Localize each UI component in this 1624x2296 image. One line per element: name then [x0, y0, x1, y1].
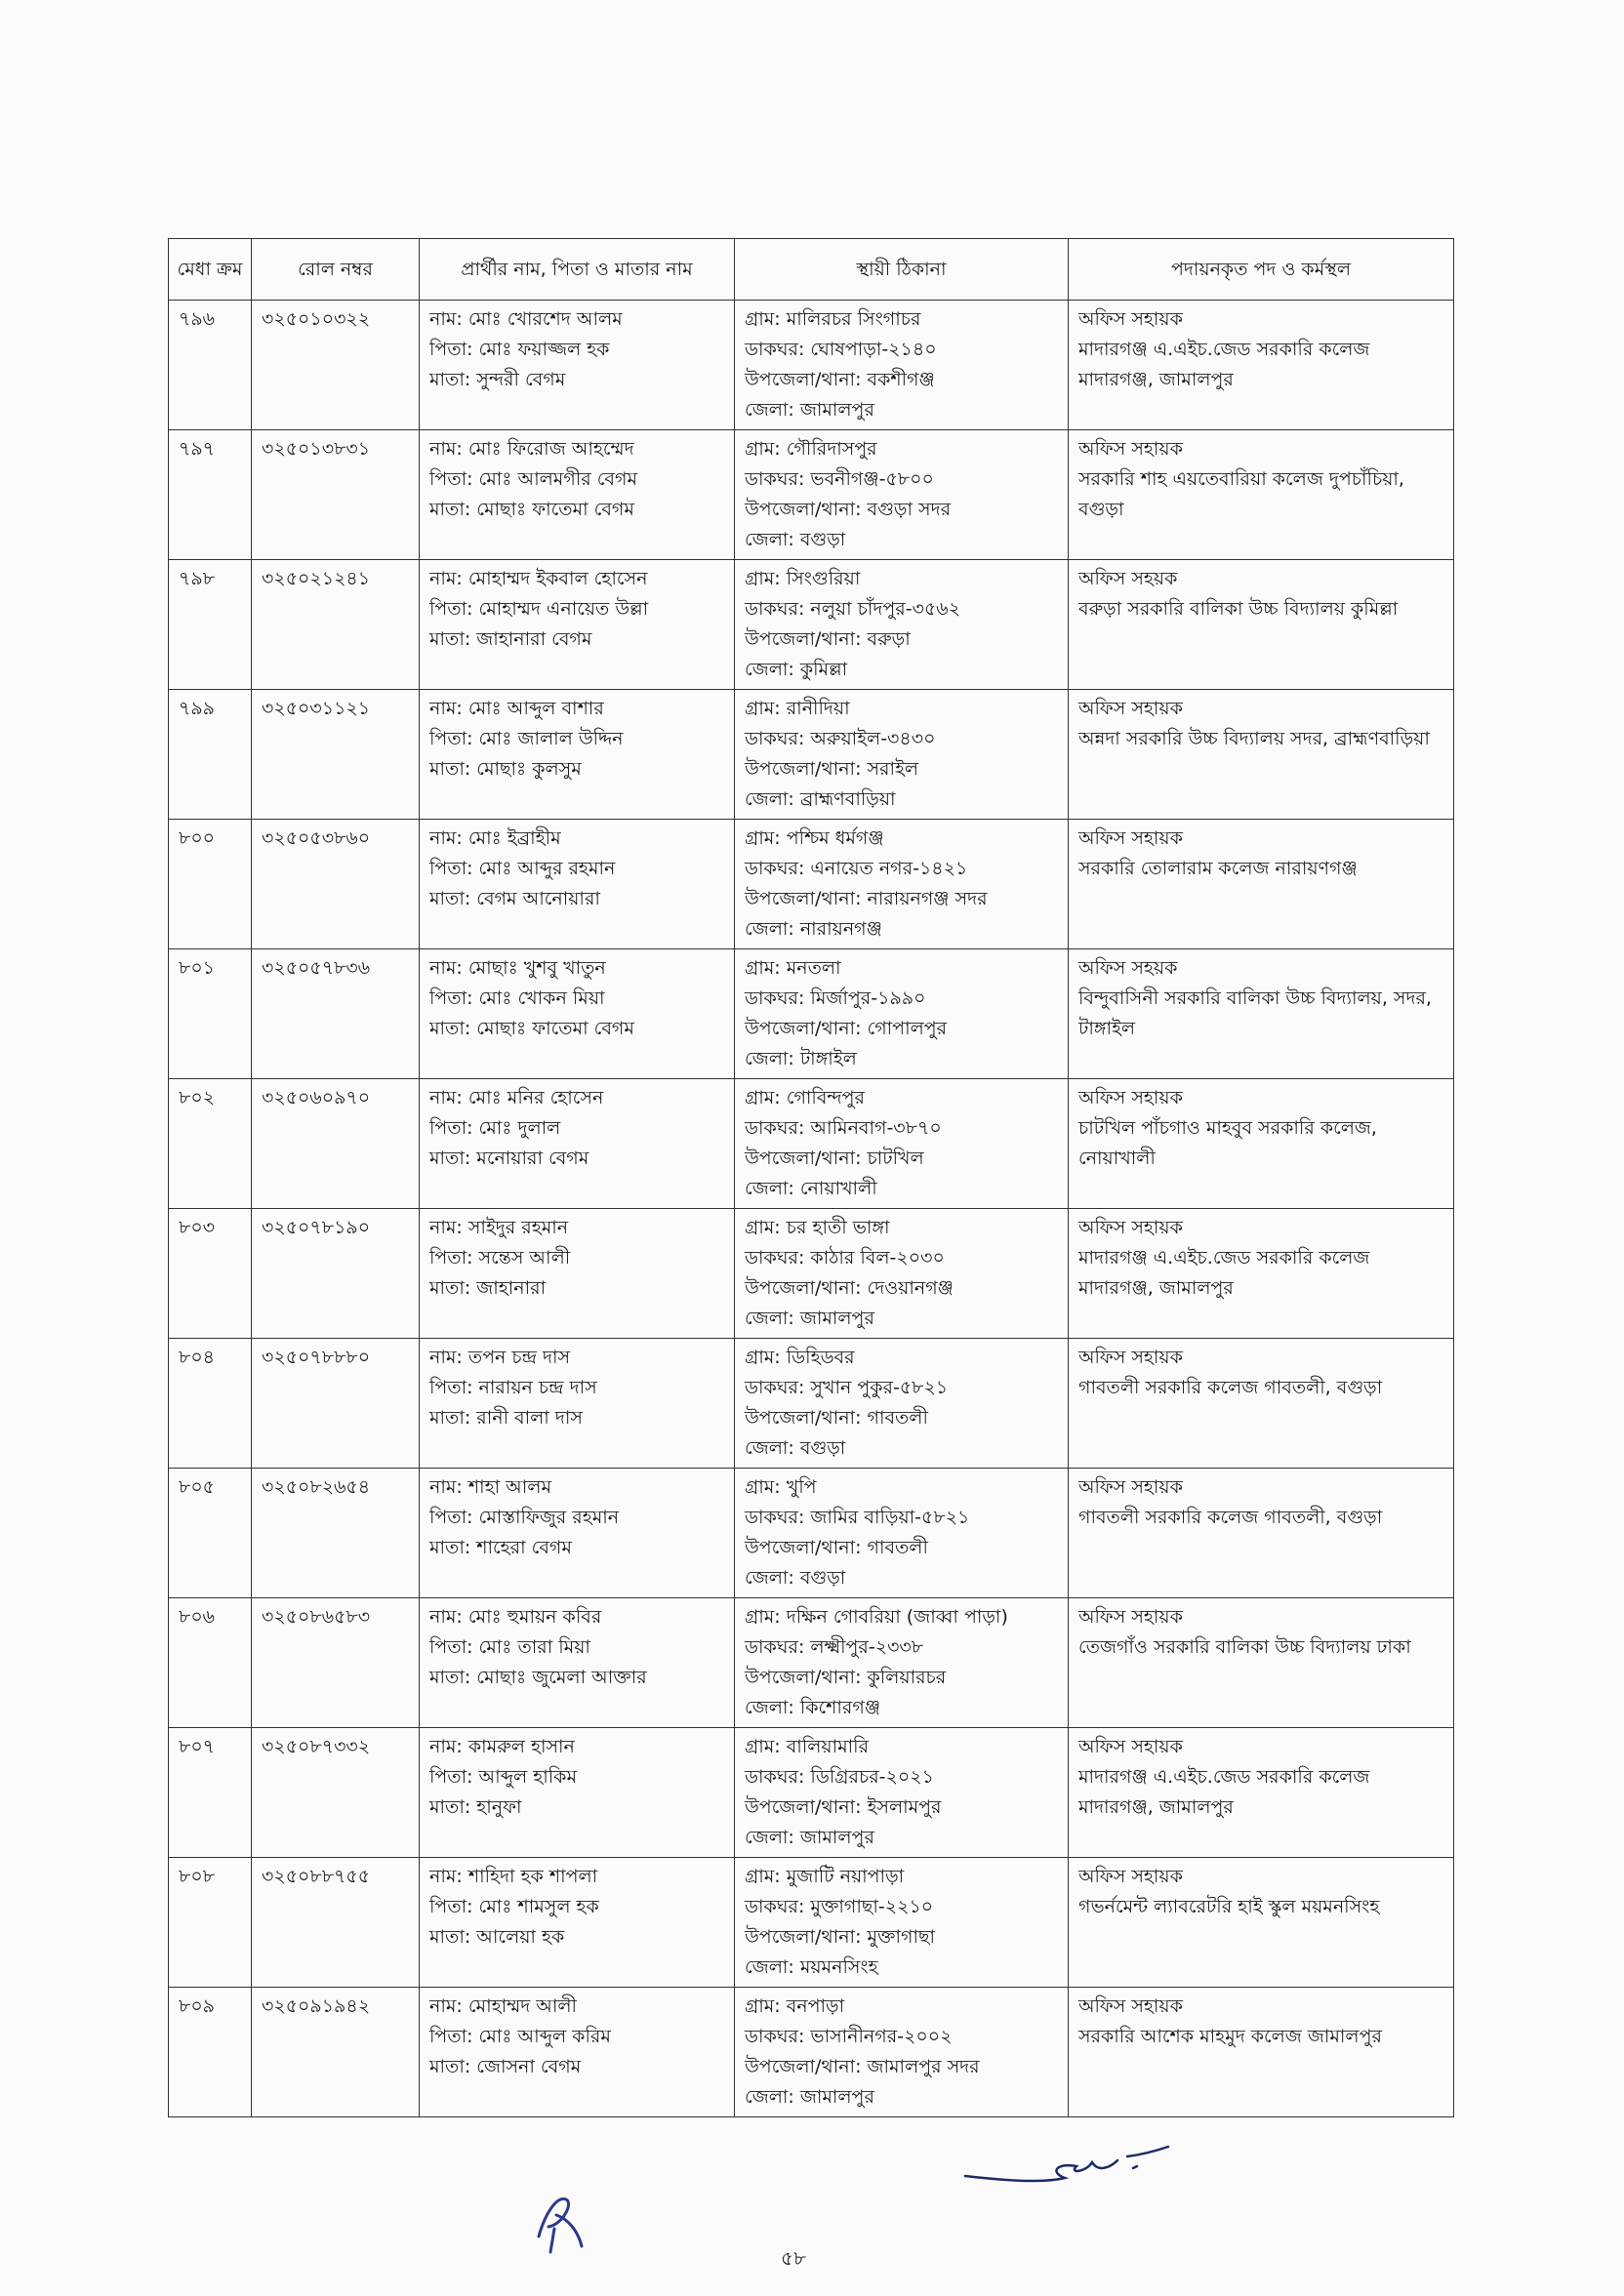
header-posting: পদায়নকৃত পদ ও কর্মস্থল [1069, 239, 1454, 301]
father-text: পিতা: নারায়ন চন্দ্র দাস [429, 1377, 597, 1398]
header-permanent-address: স্থায়ী ঠিকানা [735, 239, 1069, 301]
father-text: পিতা: মোঃ খোকন মিয়া [429, 987, 605, 1009]
roll-text: ৩২৫০৮৬৫৮৩ [262, 1606, 371, 1628]
village-text: গ্রাম: দক্ষিন গোবরিয়া (জাব্বা পাড়া) [745, 1606, 1008, 1628]
serial-cell [169, 1598, 252, 1728]
father-text: পিতা: মোঃ শামসুল হক [429, 1896, 599, 1917]
village-text: গ্রাম: খুপি [745, 1476, 817, 1498]
serial-text: ৮০০ [179, 827, 216, 849]
posting-cell [1069, 1339, 1454, 1469]
roll-cell [252, 1079, 420, 1209]
post-title-text: অফিস সহয়ক [1078, 957, 1178, 979]
roll-text: ৩২৫০১৩৮৩১ [262, 438, 371, 460]
serial-text: ৮০৩ [179, 1217, 216, 1238]
roll-text: ৩২৫০৮২৬৫৪ [262, 1476, 371, 1498]
serial-text: ৮০৫ [179, 1476, 216, 1498]
post-text: ডাকঘর: সুখান পুকুর-৫৮২১ [745, 1377, 949, 1398]
village-text: গ্রাম: গোবিন্দপুর [745, 1087, 866, 1108]
upazila-text: উপজেলা/থানা: ইসলামপুর [745, 1796, 942, 1818]
post-text: ডাকঘর: ভাসানীনগর-২০০২ [745, 2026, 953, 2047]
post-text: ডাকঘর: মির্জাপুর-১৯৯০ [745, 987, 926, 1009]
address-cell [735, 1598, 1069, 1728]
father-text: পিতা: মোহাম্মদ এনায়েত উল্লা [429, 598, 649, 620]
post-text: ডাকঘর: ঘোষপাড়া-২১৪০ [745, 339, 937, 360]
roll-text: ৩২৫০২১২৪১ [262, 568, 371, 589]
workplace-text: বিন্দুবাসিনী সরকারি বালিকা উচ্চ বিদ্যালয়, সদর, টাঙ্গাইল [1078, 987, 1432, 1039]
district-text: জেলা: জামালপুর [745, 1827, 874, 1848]
posting-cell [1069, 690, 1454, 820]
mother-text: মাতা: মোছাঃ ফাতেমা বেগম [429, 499, 634, 520]
table-row [169, 1469, 1454, 1598]
village-text: গ্রাম: বনপাড়া [745, 1995, 845, 2017]
serial-text: ৮০২ [179, 1087, 216, 1108]
upazila-text: উপজেলা/থানা: কুলিয়ারচর [745, 1667, 947, 1688]
candidate-cell [420, 1079, 735, 1209]
serial-cell [169, 1988, 252, 2117]
posting-cell [1069, 430, 1454, 560]
district-text: জেলা: ব্রাহ্মণবাড়িয়া [745, 788, 896, 810]
table-row [169, 1858, 1454, 1988]
address-cell [735, 560, 1069, 690]
father-text: পিতা: মোস্তাফিজুর রহমান [429, 1507, 620, 1528]
serial-text: ৭৯৬ [179, 308, 216, 330]
village-text: গ্রাম: রানীদিয়া [745, 698, 850, 719]
roll-text: ৩২৫০৭৮৮৮০ [262, 1347, 371, 1368]
address-cell [735, 301, 1069, 430]
post-text: ডাকঘর: কাঠার বিল-২০৩০ [745, 1247, 945, 1269]
candidate-cell [420, 430, 735, 560]
page-number: ৫৮ [781, 2246, 806, 2270]
serial-cell [169, 1728, 252, 1858]
name-text: নাম: মোঃ মনির হোসেন [429, 1087, 604, 1108]
table-row [169, 1988, 1454, 2117]
post-title-text: অফিস সহায়ক [1078, 698, 1183, 719]
workplace-text: সরকারি তোলারাম কলেজ নারায়ণগঞ্জ [1078, 858, 1358, 879]
candidate-cell [420, 1339, 735, 1469]
district-text: জেলা: ময়মনসিংহ [745, 1956, 878, 1978]
district-text: জেলা: টাঙ্গাইল [745, 1048, 857, 1069]
father-text: পিতা: মোঃ দুলাল [429, 1117, 561, 1139]
father-text: পিতা: মোঃ জালাল উদ্দিন [429, 728, 624, 749]
posting-cell [1069, 820, 1454, 949]
workplace-text: তেজগাঁও সরকারি বালিকা উচ্চ বিদ্যালয় ঢাকা [1078, 1636, 1411, 1658]
mother-text: মাতা: জাহানারা বেগম [429, 628, 592, 650]
post-text: ডাকঘর: নলুয়া চাঁদপুর-৩৫৬২ [745, 598, 960, 620]
roll-cell [252, 949, 420, 1079]
workplace-text: মাদারগঞ্জ এ.এইচ.জেড সরকারি কলেজ মাদারগঞ্জ, জামালপুর [1078, 1766, 1370, 1818]
candidate-cell [420, 820, 735, 949]
workplace-text: মাদারগঞ্জ এ.এইচ.জেড সরকারি কলেজ মাদারগঞ্জ, জামালপুর [1078, 339, 1370, 390]
district-text: জেলা: নোয়াখালী [745, 1178, 877, 1199]
table-row [169, 430, 1454, 560]
posting-cell [1069, 1858, 1454, 1988]
post-text: ডাকঘর: জামির বাড়িয়া-৫৮২১ [745, 1507, 970, 1528]
address-cell [735, 1858, 1069, 1988]
village-text: গ্রাম: চর হাতী ভাঙ্গা [745, 1217, 890, 1238]
merit-list-table [168, 238, 1454, 2117]
village-text: গ্রাম: ডিহিডবর [745, 1347, 855, 1368]
post-text: ডাকঘর: ডিগ্রিরচর-২০২১ [745, 1766, 934, 1788]
address-cell [735, 1339, 1069, 1469]
father-text: পিতা: সন্তেস আলী [429, 1247, 571, 1269]
village-text: গ্রাম: মনতলা [745, 957, 841, 979]
posting-cell [1069, 1728, 1454, 1858]
village-text: গ্রাম: সিংগুরিয়া [745, 568, 861, 589]
table-row [169, 560, 1454, 690]
name-text: নাম: মোঃ ইব্রাহীম [429, 827, 561, 849]
posting-cell [1069, 1469, 1454, 1598]
serial-text: ৭৯৭ [179, 438, 216, 460]
serial-cell [169, 560, 252, 690]
name-text: নাম: শাহিদা হক শাপলা [429, 1866, 598, 1887]
district-text: জেলা: জামালপুর [745, 1308, 874, 1329]
serial-text: ৭৯৮ [179, 568, 216, 589]
mother-text: মাতা: মোছাঃ জুমেলা আক্তার [429, 1667, 647, 1688]
name-text: নাম: কামরুল হাসান [429, 1736, 575, 1757]
mother-text: মাতা: বেগম আনোয়ারা [429, 888, 600, 909]
table-row [169, 301, 1454, 430]
address-cell [735, 949, 1069, 1079]
serial-cell [169, 1858, 252, 1988]
roll-cell [252, 820, 420, 949]
serial-cell [169, 301, 252, 430]
roll-text: ৩২৫০৫৩৮৬০ [262, 827, 371, 849]
candidate-cell [420, 1988, 735, 2117]
table-row [169, 1728, 1454, 1858]
posting-cell [1069, 949, 1454, 1079]
roll-text: ৩২৫০৭৮১৯০ [262, 1217, 371, 1238]
serial-text: ৮০৯ [179, 1995, 216, 2017]
serial-cell [169, 1469, 252, 1598]
post-title-text: অফিস সহায়ক [1078, 827, 1183, 849]
roll-cell [252, 1209, 420, 1339]
serial-cell [169, 949, 252, 1079]
serial-text: ৮০৪ [179, 1347, 216, 1368]
father-text: পিতা: মোঃ আলমগীর বেগম [429, 468, 638, 490]
roll-text: ৩২৫০৩১১২১ [262, 698, 371, 719]
mother-text: মাতা: মোছাঃ কুলসুম [429, 758, 582, 780]
mother-text: মাতা: মনোয়ারা বেগম [429, 1148, 589, 1169]
post-title-text: অফিস সহায়ক [1078, 1087, 1183, 1108]
candidate-cell [420, 949, 735, 1079]
upazila-text: উপজেলা/থানা: মুক্তাগাছা [745, 1926, 936, 1948]
upazila-text: উপজেলা/থানা: বগুড়া সদর [745, 499, 952, 520]
district-text: জেলা: বগুড়া [745, 529, 846, 550]
candidate-cell [420, 1469, 735, 1598]
header-candidate-name: প্রার্থীর নাম, পিতা ও মাতার নাম [420, 239, 735, 301]
mother-text: মাতা: হানুফা [429, 1796, 522, 1818]
candidate-cell [420, 1728, 735, 1858]
district-text: জেলা: কুমিল্লা [745, 659, 848, 680]
father-text: পিতা: আব্দুল হাকিম [429, 1766, 578, 1788]
upazila-text: উপজেলা/থানা: সরাইল [745, 758, 919, 780]
posting-cell [1069, 301, 1454, 430]
serial-cell [169, 430, 252, 560]
post-title-text: অফিস সহায়ক [1078, 1217, 1183, 1238]
father-text: পিতা: মোঃ আব্দুল করিম [429, 2026, 611, 2047]
upazila-text: উপজেলা/থানা: নারায়নগঞ্জ সদর [745, 888, 988, 909]
post-title-text: অফিস সহয়ক [1078, 568, 1178, 589]
district-text: জেলা: নারায়নগঞ্জ [745, 918, 882, 940]
name-text: নাম: মোহাম্মদ আলী [429, 1995, 577, 2017]
header-roll-number: রোল নম্বর [252, 239, 420, 301]
posting-cell [1069, 1598, 1454, 1728]
mother-text: মাতা: জাহানারা [429, 1277, 547, 1299]
upazila-text: উপজেলা/থানা: চাটখিল [745, 1148, 924, 1169]
candidate-cell [420, 1598, 735, 1728]
name-text: নাম: মোঃ ফিরোজ আহম্মেদ [429, 438, 634, 460]
table-row [169, 1339, 1454, 1469]
serial-cell [169, 820, 252, 949]
upazila-text: উপজেলা/থানা: গাবতলী [745, 1537, 928, 1558]
name-text: নাম: তপন চন্দ্র দাস [429, 1347, 571, 1368]
address-cell [735, 1469, 1069, 1598]
roll-cell [252, 1339, 420, 1469]
handwritten-initial [527, 2186, 595, 2254]
roll-text: ৩২৫০১০৩২২ [262, 308, 371, 330]
roll-text: ৩২৫০৯১৯৪২ [262, 1995, 371, 2017]
roll-cell [252, 1598, 420, 1728]
address-cell [735, 430, 1069, 560]
name-text: নাম: মোঃ খোরশেদ আলম [429, 308, 623, 330]
serial-cell [169, 1339, 252, 1469]
mother-text: মাতা: জোসনা বেগম [429, 2056, 582, 2077]
workplace-text: মাদারগঞ্জ এ.এইচ.জেড সরকারি কলেজ মাদারগঞ্জ, জামালপুর [1078, 1247, 1370, 1299]
table-row [169, 820, 1454, 949]
roll-cell [252, 560, 420, 690]
village-text: গ্রাম: গৌরিদাসপুর [745, 438, 877, 460]
post-text: ডাকঘর: মুক্তাগাছা-২২১০ [745, 1896, 934, 1917]
name-text: নাম: মোঃ আব্দুল বাশার [429, 698, 604, 719]
candidate-cell [420, 1209, 735, 1339]
roll-text: ৩২৫০৮৭৩৩২ [262, 1736, 371, 1757]
name-text: নাম: সাইদুর রহমান [429, 1217, 569, 1238]
header-merit-serial: মেধা ক্রম [169, 239, 252, 301]
roll-text: ৩২৫০৬০৯৭০ [262, 1087, 371, 1108]
posting-cell [1069, 1079, 1454, 1209]
serial-cell [169, 1079, 252, 1209]
post-text: ডাকঘর: লক্ষ্মীপুর-২৩৩৮ [745, 1636, 924, 1658]
serial-text: ৭৯৯ [179, 698, 216, 719]
roll-cell [252, 690, 420, 820]
name-text: নাম: মোহাম্মদ ইকবাল হোসেন [429, 568, 648, 589]
serial-text: ৮০৮ [179, 1866, 216, 1887]
address-cell [735, 1988, 1069, 2117]
mother-text: মাতা: মোছাঃ ফাতেমা বেগম [429, 1018, 634, 1039]
workplace-text: গাবতলী সরকারি কলেজ গাবতলী, বগুড়া [1078, 1377, 1383, 1398]
roll-cell [252, 301, 420, 430]
post-title-text: অফিস সহায়ক [1078, 1606, 1183, 1628]
roll-cell [252, 1728, 420, 1858]
post-title-text: অফিস সহায়ক [1078, 1736, 1183, 1757]
table-row [169, 1209, 1454, 1339]
post-title-text: অফিস সহায়ক [1078, 308, 1183, 330]
post-title-text: অফিস সহায়ক [1078, 1995, 1183, 2017]
village-text: গ্রাম: মালিরচর সিংগাচর [745, 308, 921, 330]
post-text: ডাকঘর: ভবনীগঞ্জ-৫৮০০ [745, 468, 934, 490]
village-text: গ্রাম: মুজাটি নয়াপাড়া [745, 1866, 905, 1887]
roll-text: ৩২৫০৮৮৭৫৫ [262, 1866, 371, 1887]
district-text: জেলা: জামালপুর [745, 2086, 874, 2108]
post-title-text: অফিস সহায়ক [1078, 438, 1183, 460]
serial-text: ৮০১ [179, 957, 216, 979]
mother-text: মাতা: শাহেরা বেগম [429, 1537, 572, 1558]
post-title-text: অফিস সহায়ক [1078, 1866, 1183, 1887]
posting-cell [1069, 1209, 1454, 1339]
post-title-text: অফিস সহায়ক [1078, 1476, 1183, 1498]
post-title-text: অফিস সহায়ক [1078, 1347, 1183, 1368]
upazila-text: উপজেলা/থানা: দেওয়ানগঞ্জ [745, 1277, 954, 1299]
candidate-cell [420, 690, 735, 820]
roll-cell [252, 1469, 420, 1598]
district-text: জেলা: বগুড়া [745, 1437, 846, 1459]
serial-text: ৮০৬ [179, 1606, 216, 1628]
upazila-text: উপজেলা/থানা: গোপালপুর [745, 1018, 948, 1039]
serial-text: ৮০৭ [179, 1736, 216, 1757]
mother-text: মাতা: সুন্দরী বেগম [429, 369, 566, 390]
workplace-text: অন্নদা সরকারি উচ্চ বিদ্যালয় সদর, ব্রাহ্মণবাড়িয়া [1078, 728, 1430, 749]
post-text: ডাকঘর: অরুয়াইল-৩৪৩০ [745, 728, 936, 749]
village-text: গ্রাম: বালিয়ামারি [745, 1736, 870, 1757]
serial-cell [169, 1209, 252, 1339]
address-cell [735, 1728, 1069, 1858]
father-text: পিতা: মোঃ ফয়াজ্জল হক [429, 339, 610, 360]
village-text: গ্রাম: পশ্চিম ধর্মগঞ্জ [745, 827, 884, 849]
workplace-text: গভর্নমেন্ট ল্যাবরেটরি হাই স্কুল ময়মনসিংহ [1078, 1896, 1380, 1917]
posting-cell [1069, 560, 1454, 690]
post-text: ডাকঘর: আমিনবাগ-৩৮৭০ [745, 1117, 942, 1139]
address-cell [735, 690, 1069, 820]
father-text: পিতা: মোঃ আব্দুর রহমান [429, 858, 616, 879]
district-text: জেলা: বগুড়া [745, 1567, 846, 1589]
workplace-text: চাটখিল পাঁচগাও মাহবুব সরকারি কলেজ, নোয়াখালী [1078, 1117, 1377, 1169]
posting-cell [1069, 1988, 1454, 2117]
handwritten-signature [961, 2127, 1171, 2195]
upazila-text: উপজেলা/থানা: গাবতলী [745, 1407, 928, 1429]
table-row [169, 1598, 1454, 1728]
name-text: নাম: মোছাঃ খুশবু খাতুন [429, 957, 606, 979]
upazila-text: উপজেলা/থানা: জামালপুর সদর [745, 2056, 980, 2077]
roll-cell [252, 430, 420, 560]
table-row [169, 1079, 1454, 1209]
district-text: জেলা: জামালপুর [745, 399, 874, 421]
address-cell [735, 820, 1069, 949]
post-text: ডাকঘর: এনায়েত নগর-১৪২১ [745, 858, 968, 879]
roll-cell [252, 1858, 420, 1988]
roll-text: ৩২৫০৫৭৮৩৬ [262, 957, 371, 979]
mother-text: মাতা: রানী বালা দাস [429, 1407, 583, 1429]
district-text: জেলা: কিশোরগঞ্জ [745, 1697, 881, 1718]
name-text: নাম: মোঃ হুমায়ন কবির [429, 1606, 602, 1628]
serial-cell [169, 690, 252, 820]
address-cell [735, 1079, 1069, 1209]
name-text: নাম: শাহা আলম [429, 1476, 551, 1498]
mother-text: মাতা: আলেয়া হক [429, 1926, 565, 1948]
candidate-cell [420, 1858, 735, 1988]
table-row [169, 949, 1454, 1079]
table-header-row [169, 239, 1454, 301]
table-row [169, 690, 1454, 820]
candidate-cell [420, 301, 735, 430]
workplace-text: সরকারি আশেক মাহমুদ কলেজ জামালপুর [1078, 2026, 1382, 2047]
address-cell [735, 1209, 1069, 1339]
workplace-text: গাবতলী সরকারি কলেজ গাবতলী, বগুড়া [1078, 1507, 1383, 1528]
father-text: পিতা: মোঃ তারা মিয়া [429, 1636, 590, 1658]
candidate-cell [420, 560, 735, 690]
workplace-text: সরকারি শাহ এয়তেবারিয়া কলেজ দুপচাঁচিয়া, বগুড়া [1078, 468, 1404, 520]
upazila-text: উপজেলা/থানা: বকশীগঞ্জ [745, 369, 935, 390]
upazila-text: উপজেলা/থানা: বরুড়া [745, 628, 911, 650]
roll-cell [252, 1988, 420, 2117]
workplace-text: বরুড়া সরকারি বালিকা উচ্চ বিদ্যালয় কুমিল্লা [1078, 598, 1399, 620]
